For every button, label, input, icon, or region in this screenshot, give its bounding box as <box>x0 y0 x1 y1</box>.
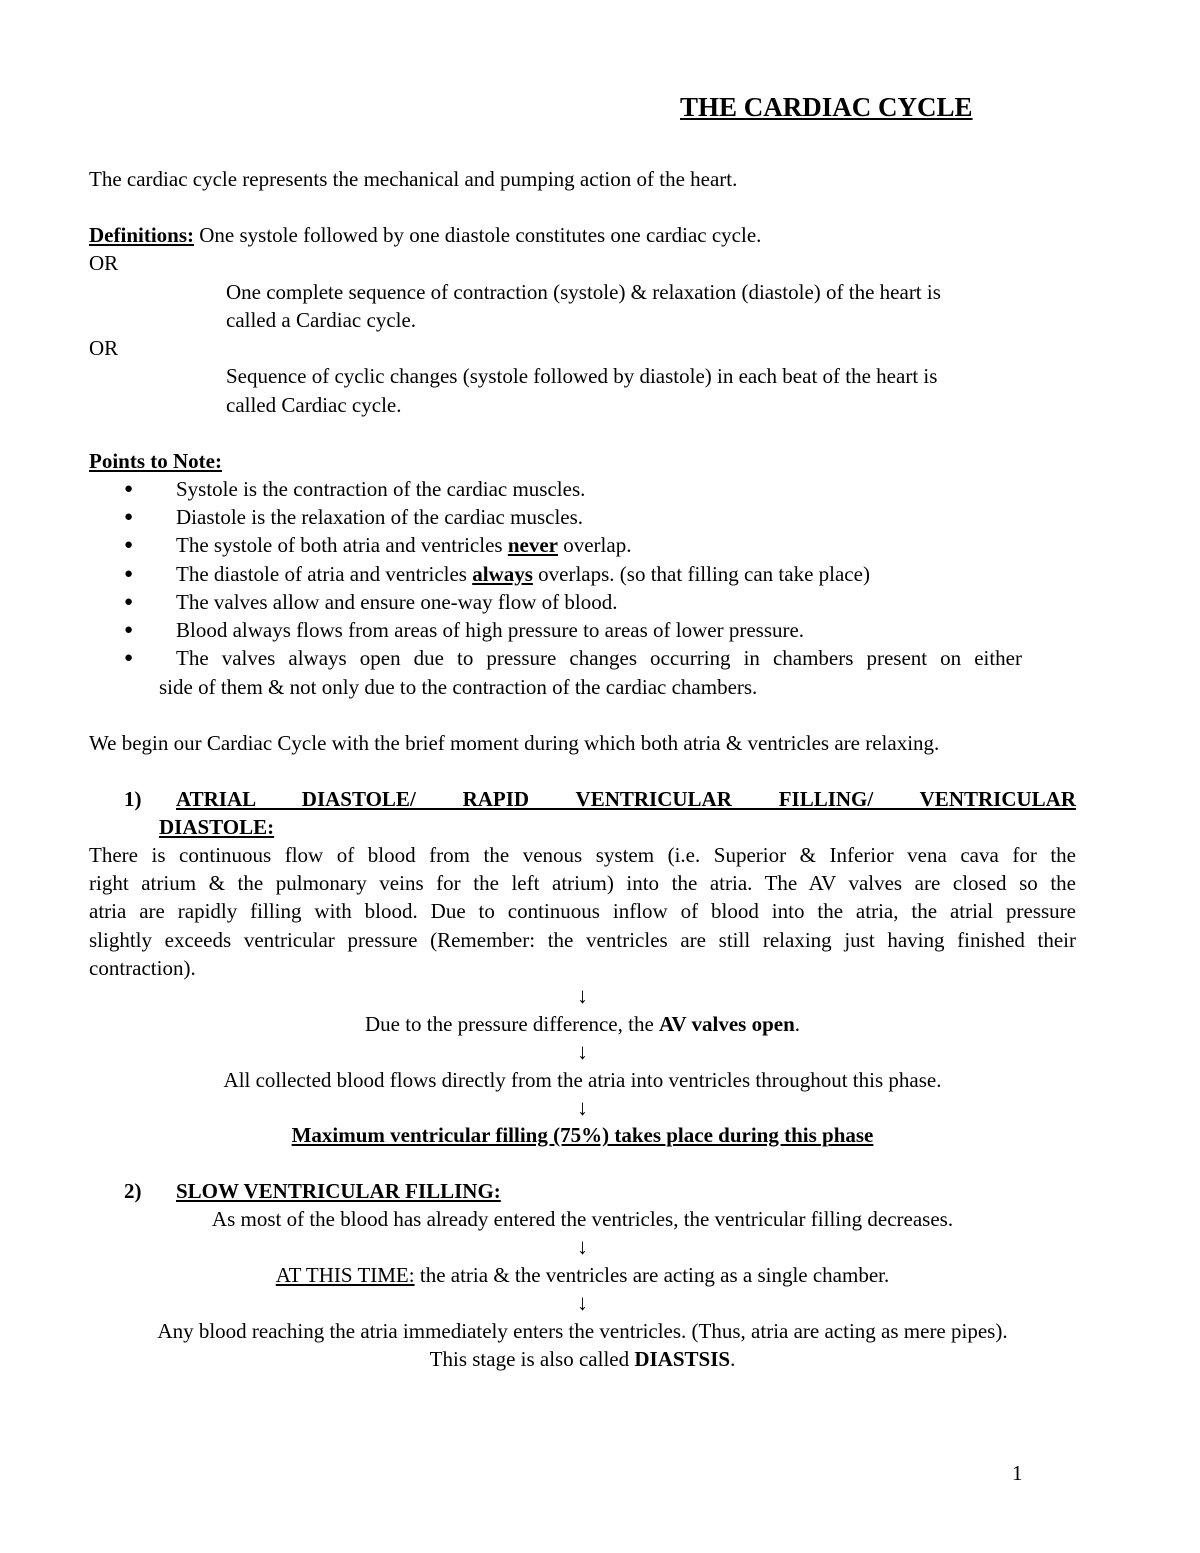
bullet-icon: ● <box>124 622 134 638</box>
intro-text: The cardiac cycle represents the mechanical and pumping action of the heart. <box>89 167 738 191</box>
definition-1 <box>89 221 761 249</box>
section-1-step-1-end: . <box>794 1012 801 1036</box>
bullet-icon: ● <box>124 509 134 525</box>
section-1-step-3-text: Maximum ventricular filling (75%) takes place during this phase <box>291 1123 874 1147</box>
point-4-text-a: The diastole of atria and ventricles <box>176 562 473 586</box>
points-label: Points to Note: <box>89 449 222 473</box>
page-number: 1 <box>1012 1461 1023 1485</box>
point-7-line2: side of them & not only due to the contraction of the cardiac chambers. <box>159 675 758 699</box>
definition-3-line2: called Cardiac cycle. <box>226 393 402 417</box>
definition-2-line2: called a Cardiac cycle. <box>226 308 417 332</box>
section-2-step-1 <box>89 1261 1076 1289</box>
point-3-emphasis: never <box>507 533 558 557</box>
section-1-para-line1: There is continuous flow of blood from the venous system (i.e. Superior & Inferior vena cava for the <box>89 843 1076 867</box>
section-2-line-1: As most of the blood has already entered the ventricles, the ventricular filling decreases. <box>211 1207 954 1231</box>
down-arrow-icon: ↓ <box>577 1039 588 1064</box>
down-arrow-icon: ↓ <box>577 1095 588 1120</box>
point-4 <box>176 560 870 588</box>
or-2: OR <box>89 336 119 360</box>
point-3 <box>176 531 631 559</box>
section-1-para-line3: atria are rapidly filling with blood. Due to continuous inflow of blood into the atria, the atrial pressure <box>89 899 1076 923</box>
page-title: THE CARDIAC CYCLE <box>680 92 973 122</box>
point-3-text-c: overlap. <box>557 533 632 557</box>
point-4-emphasis: always <box>472 562 533 586</box>
section-1-para-line4: slightly exceeds ventricular pressure (Remember: the ventricles are still relaxing just having finished their <box>89 928 1076 952</box>
section-2-heading: SLOW VENTRICULAR FILLING: <box>176 1179 501 1203</box>
section-2-step-3 <box>89 1345 1076 1373</box>
bullet-icon: ● <box>124 650 134 666</box>
definition-3-line1: Sequence of cyclic changes (systole followed by diastole) in each beat of the heart is <box>226 364 938 388</box>
bullet-icon: ● <box>124 566 134 582</box>
section-1-para-line5: contraction). <box>89 956 196 980</box>
section-1-step-1-emphasis: AV valves open <box>659 1012 795 1036</box>
section-2-step-2: Any blood reaching the atria immediately enters the ventricles. (Thus, atria are acting as mere pipes). <box>157 1319 1008 1343</box>
point-1: Systole is the contraction of the cardiac muscles. <box>176 477 586 501</box>
section-1-para-line2: right atrium & the pulmonary veins for the left atrium) into the atria. The AV valves are closed so the <box>89 871 1076 895</box>
section-1-step-2: All collected blood flows directly from the atria into ventricles throughout this phase. <box>223 1068 942 1092</box>
down-arrow-icon: ↓ <box>577 983 588 1008</box>
section-1-step-1 <box>89 1010 1076 1038</box>
definitions-label: Definitions: <box>89 223 194 247</box>
point-3-text-a: The systole of both atria and ventricles <box>176 533 508 557</box>
section-1-step-3 <box>89 1121 1076 1149</box>
bullet-icon: ● <box>124 537 134 553</box>
section-2-step-1-text: the atria & the ventricles are acting as a single chamber. <box>414 1263 890 1287</box>
point-5: The valves allow and ensure one-way flow of blood. <box>176 590 618 614</box>
section-2-step-3-text: This stage is also called <box>429 1347 635 1371</box>
section-1-step-1-text: Due to the pressure difference, the <box>364 1012 660 1036</box>
point-7-line1: The valves always open due to pressure changes occurring in chambers present on either <box>176 646 1022 670</box>
section-1-heading-line2: DIASTOLE: <box>159 815 275 839</box>
point-4-text-c: overlaps. (so that filling can take place) <box>532 562 870 586</box>
section-2-number: 2) <box>124 1179 142 1203</box>
point-6: Blood always flows from areas of high pressure to areas of lower pressure. <box>176 618 805 642</box>
definition-2-line1: One complete sequence of contraction (systole) & relaxation (diastole) of the heart is <box>226 280 941 304</box>
down-arrow-icon: ↓ <box>577 1290 588 1315</box>
definition-1-text: One systole followed by one diastole constitutes one cardiac cycle. <box>194 223 762 247</box>
section-1-heading-text: ATRIAL DIASTOLE/ RAPID VENTRICULAR FILLING/ VENTRICULAR <box>176 787 1076 811</box>
point-2: Diastole is the relaxation of the cardiac muscles. <box>176 505 584 529</box>
section-2-step-3-end: . <box>730 1347 736 1371</box>
section-1-heading-line1 <box>176 785 1076 813</box>
begin-text: We begin our Cardiac Cycle with the brief moment during which both atria & ventricles are relaxing. <box>89 731 940 755</box>
down-arrow-icon: ↓ <box>577 1234 588 1259</box>
section-2-step-1-label: AT THIS TIME: <box>275 1263 415 1287</box>
section-1-number: 1) <box>124 787 142 811</box>
or-1: OR <box>89 251 119 275</box>
bullet-icon: ● <box>124 594 134 610</box>
section-2-step-3-emphasis: DIASTSIS <box>634 1347 731 1371</box>
bullet-icon: ● <box>124 481 134 497</box>
